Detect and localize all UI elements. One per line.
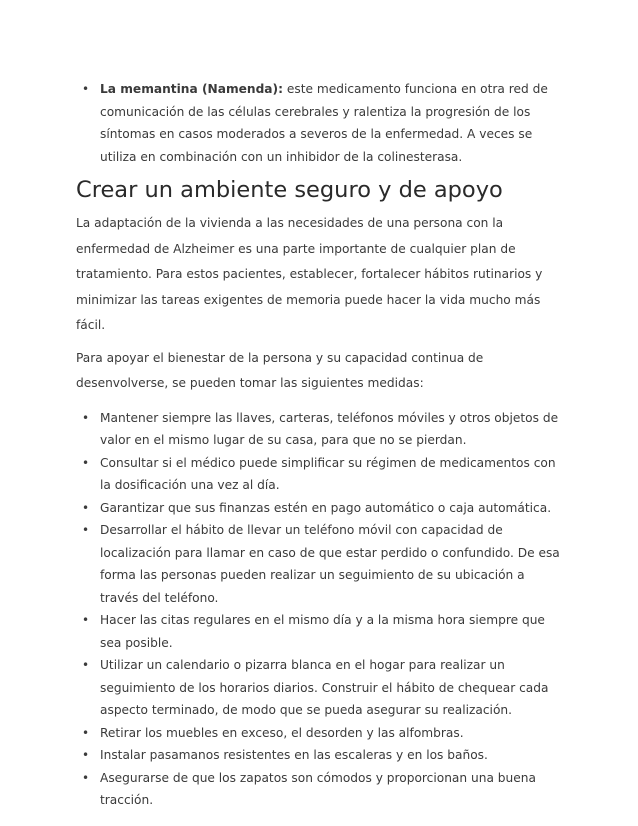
measures-list xyxy=(76,407,566,812)
list-item: • Utilizar un calendario o pizarra blanca en el hogar para realizar un seguimiento de los horarios diarios. Construir el hábito de chequear cada aspecto terminado, de modo que se pueda asegurar su realización. xyxy=(76,654,566,722)
document-page xyxy=(76,78,566,812)
item-bold-term: La memantina (Namenda): xyxy=(100,82,283,96)
medication-list xyxy=(76,78,566,168)
list-item: • Garantizar que sus finanzas estén en pago automático o caja automática. xyxy=(76,497,566,520)
item-text: este medicamento funciona en otra red de comunicación de las células cerebrales y ralentiza la progresión de los síntomas en casos moderados a severos de la enfermedad. A veces se utiliza en combinación con un inhibidor de la colinesterasa. xyxy=(100,82,548,164)
list-item: • Retirar los muebles en exceso, el desorden y las alfombras. xyxy=(76,722,566,745)
list-item xyxy=(76,78,566,168)
list-item: • Desarrollar el hábito de llevar un teléfono móvil con capacidad de localización para llamar en caso de que estar perdido o confundido. De esa forma las personas pueden realizar un seguimiento de su ubicación a través del teléfono. xyxy=(76,519,566,609)
list-item: • Instalar pasamanos resistentes en las escaleras y en los baños. xyxy=(76,744,566,767)
measures-paragraph: Para apoyar el bienestar de la persona y su capacidad continua de desenvolverse, se pueden tomar las siguientes medidas: xyxy=(76,350,484,390)
section-heading: Crear un ambiente seguro y de apoyo xyxy=(76,177,503,203)
list-item: • Mantener siempre las llaves, carteras, teléfonos móviles y otros objetos de valor en el mismo lugar de su casa, para que no se pierdan. xyxy=(76,407,566,452)
list-item: • Asegurarse de que los zapatos son cómodos y proporcionan una buena tracción. xyxy=(76,767,566,812)
list-item: • Consultar si el médico puede simplificar su régimen de medicamentos con la dosificación una vez al día. xyxy=(76,452,566,497)
list-item: • Hacer las citas regulares en el mismo día y a la misma hora siempre que sea posible. xyxy=(76,609,566,654)
intro-paragraph: La adaptación de la vivienda a las necesidades de una persona con la enfermedad de Alzheimer es una parte importante de cualquier plan de tratamiento. Para estos pacientes, establecer, fortalecer hábitos rutinarios y minimizar las tareas exigentes de memoria puede hacer la vida mucho más fácil. xyxy=(76,216,543,332)
